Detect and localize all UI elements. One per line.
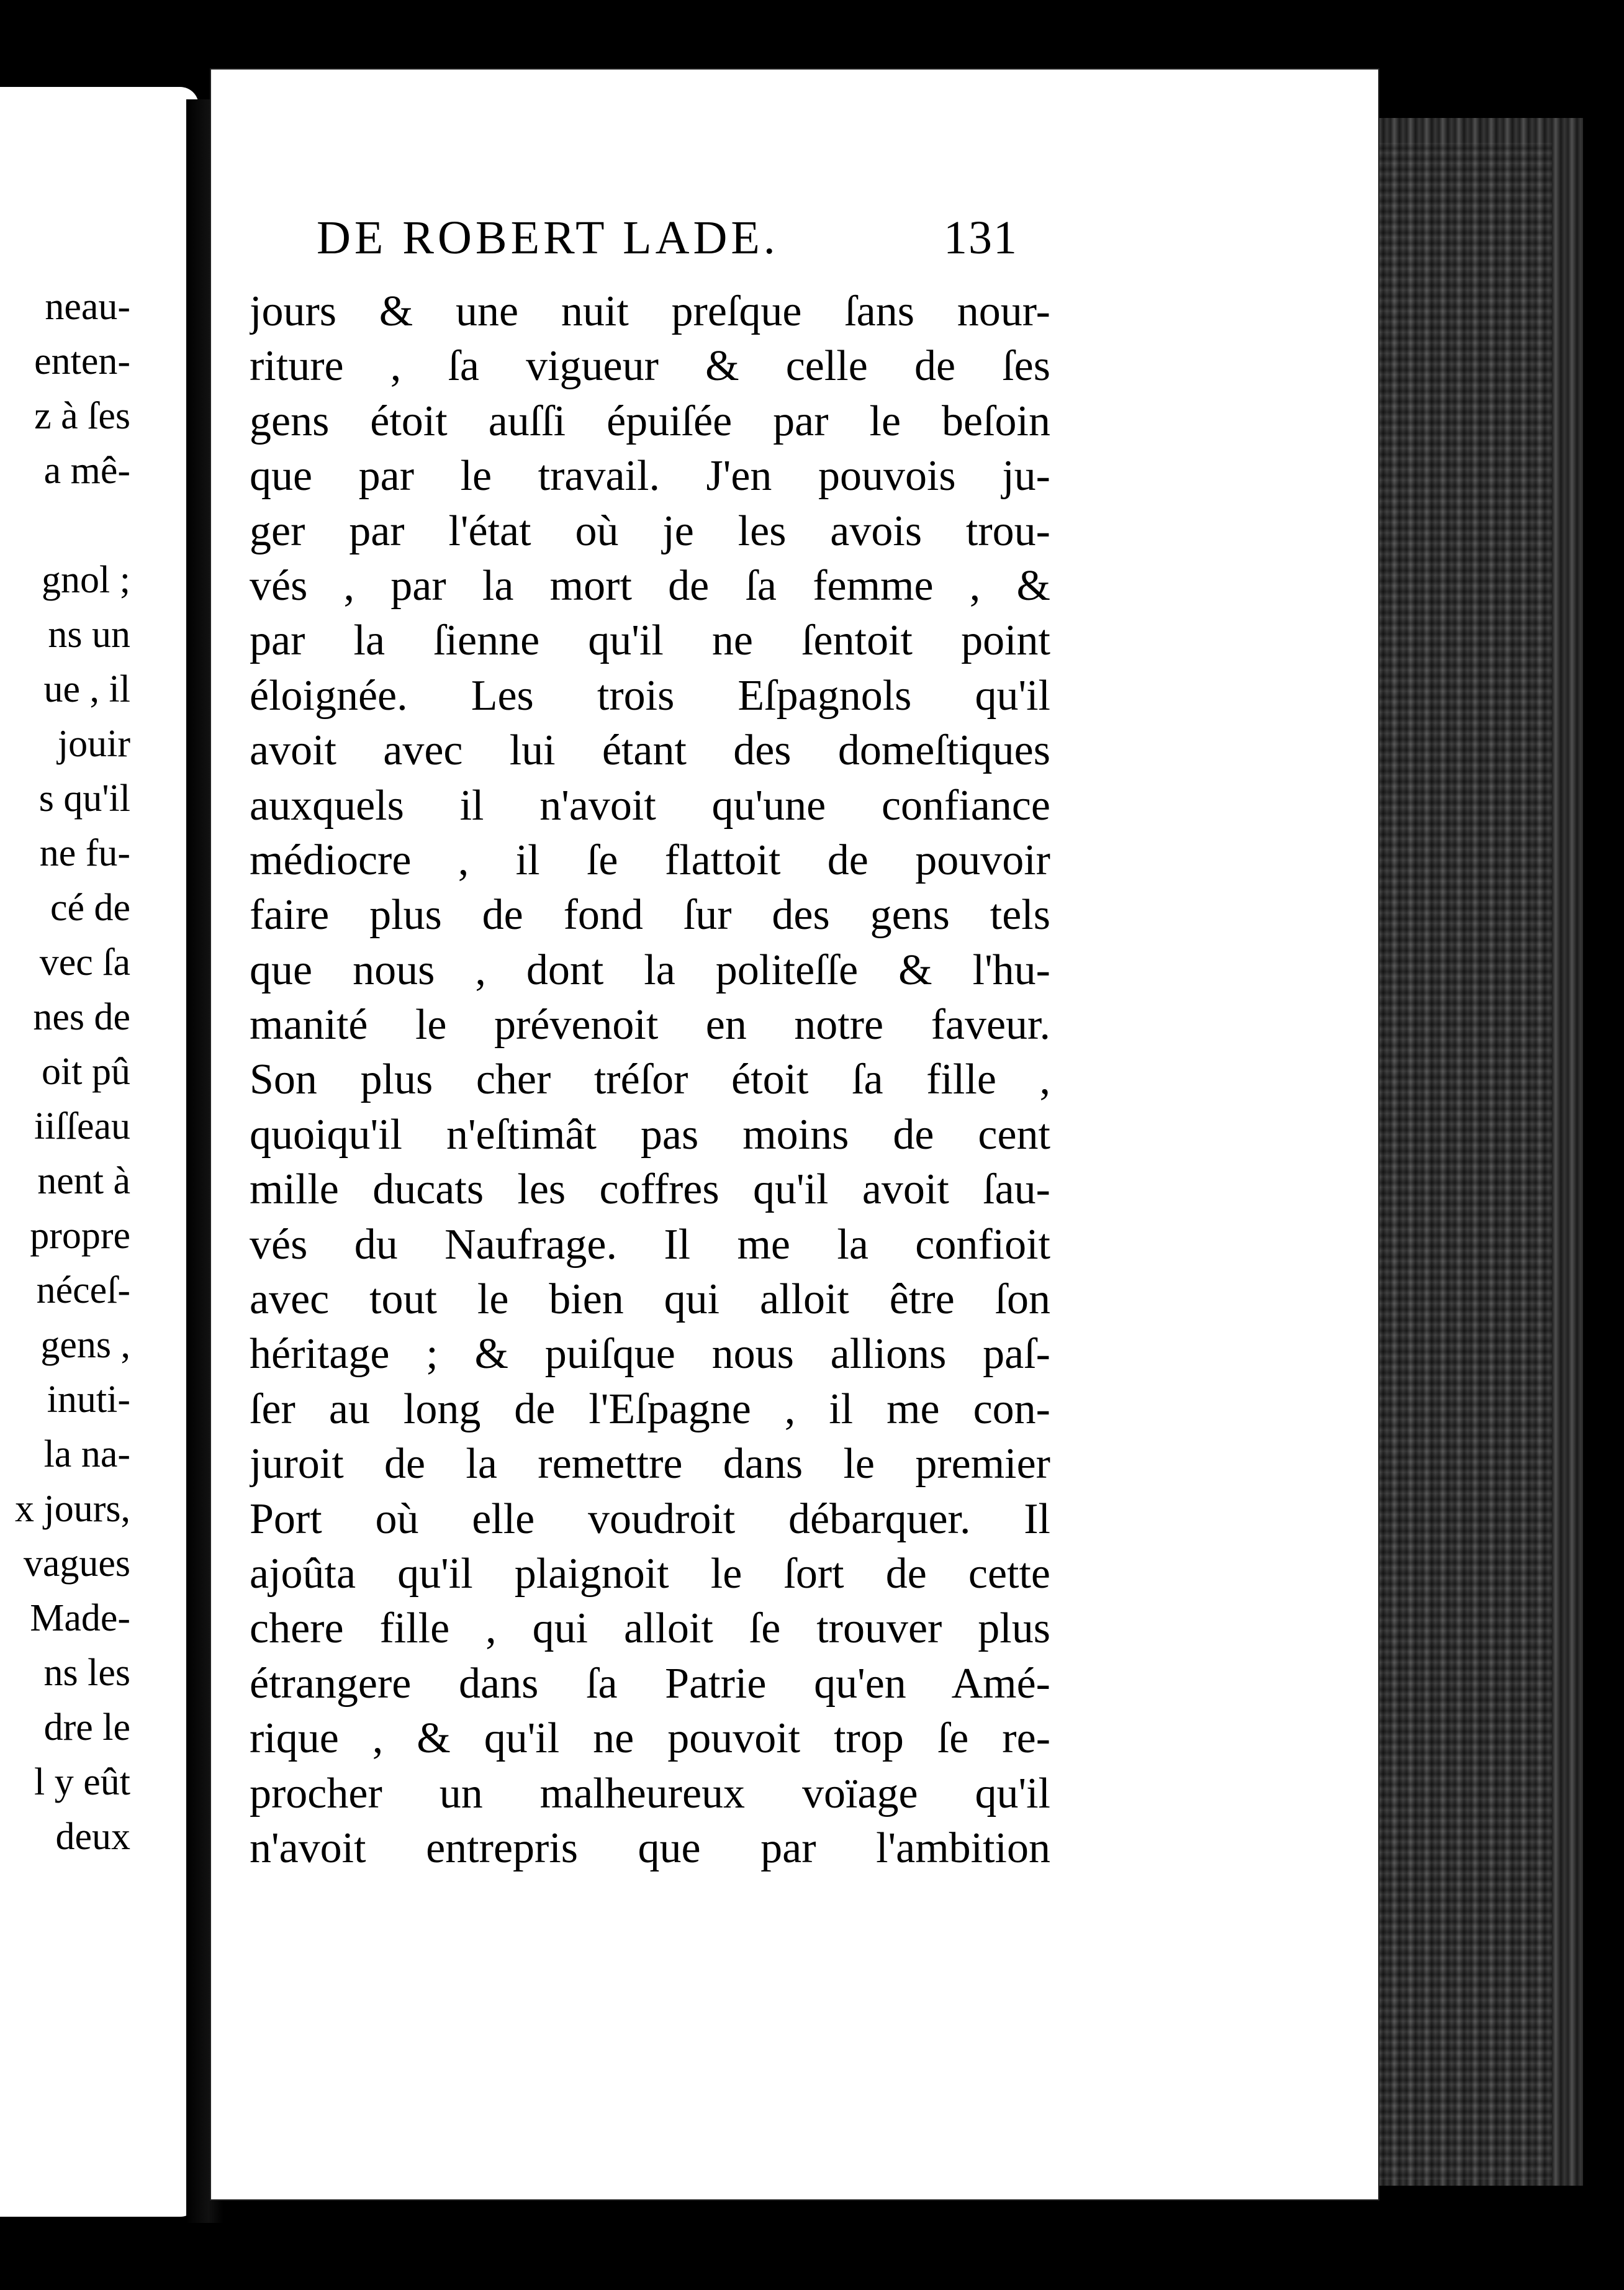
text-line: nent à (37, 1160, 130, 1202)
text-line: étrangere dans ſa Patrie qu'en Amé- (250, 1659, 1050, 1708)
text-line: quoiqu'il n'eſtimât pas moins de cent (250, 1110, 1050, 1159)
text-line: vés du Naufrage. Il me la confioit (250, 1220, 1050, 1269)
text-line: l y eût (34, 1761, 130, 1803)
text-line: iiſſeau (34, 1105, 130, 1147)
text-line: éloignée. Les trois Eſpagnols qu'il (250, 671, 1050, 720)
text-line: s qu'il (38, 777, 130, 820)
text-line: jours & une nuit preſque ſans nour- (250, 287, 1050, 335)
text-line: rique , & qu'il ne pouvoit trop ſe re- (250, 1714, 1050, 1763)
text-line: dre le (43, 1706, 130, 1749)
text-line: chere fille , qui alloit ſe trouver plus (250, 1604, 1050, 1653)
text-line: gnol ; (42, 559, 130, 601)
text-line: manité le prévenoit en notre faveur. (250, 1001, 1050, 1049)
text-line: enten- (34, 340, 130, 382)
text-line: héritage ; & puiſque nous allions paſ- (250, 1330, 1050, 1378)
text-line: Port où elle voudroit débarquer. Il (250, 1495, 1050, 1543)
text-line: que par le travail. J'en pouvois ju- (250, 452, 1050, 500)
page-number: 131 (944, 212, 1018, 264)
page-body-text (250, 284, 1050, 1876)
text-line: auxquels il n'avoit qu'une confiance (250, 781, 1050, 830)
text-line: cé de (50, 887, 130, 929)
left-page (0, 87, 199, 2217)
text-line: inuti- (47, 1378, 130, 1421)
text-line: néceſ- (36, 1269, 130, 1311)
text-line: ns les (43, 1652, 130, 1694)
left-page-text (0, 279, 130, 1864)
text-line: propre (30, 1215, 130, 1257)
text-line: ue , il (43, 668, 130, 710)
text-line: que nous , dont la politeſſe & l'hu- (250, 946, 1050, 994)
text-line: ſer au long de l'Eſpagne , il me con- (250, 1385, 1050, 1433)
text-line: par la ſienne qu'il ne ſentoit point (250, 617, 1050, 665)
text-line: n'avoit entrepris que par l'ambition (250, 1824, 1050, 1872)
text-line: avec tout le bien qui alloit être ſon (250, 1275, 1050, 1324)
text-line: vec ſa (39, 941, 130, 984)
text-line: x jours, (15, 1488, 130, 1530)
text-line: ns un (48, 613, 130, 656)
text-line: nes de (33, 996, 130, 1038)
text-line: mille ducats les coffres qu'il avoit ſau- (250, 1165, 1050, 1214)
running-title: DE ROBERT LADE. (317, 212, 779, 264)
text-line: oit pû (42, 1051, 130, 1093)
text-line: médiocre , il ſe flattoit de pouvoir (250, 836, 1050, 884)
text-line: juroit de la remettre dans le premier (250, 1440, 1050, 1488)
text-line: procher un malheureux voïage qu'il (250, 1769, 1050, 1817)
text-line: vagues (23, 1542, 130, 1585)
text-line: ne fu- (39, 832, 130, 874)
text-line: neau- (45, 286, 130, 328)
text-line: la na- (43, 1433, 130, 1475)
page-edges-texture (1366, 143, 1552, 2179)
text-line: ajoûta qu'il plaignoit le ſort de cette (250, 1549, 1050, 1598)
text-line: vés , par la mort de ſa femme , & (250, 561, 1050, 610)
text-line: Made- (30, 1597, 130, 1639)
text-line: a mê- (43, 450, 130, 492)
text-line: faire plus de fond ſur des gens tels (250, 891, 1050, 939)
text-line: jouir (57, 723, 130, 765)
text-line: Son plus cher tréſor étoit ſa fille , (250, 1056, 1050, 1104)
text-line: deux (55, 1816, 130, 1858)
text-line: gens étoit auſſi épuiſée par le beſoin (250, 397, 1050, 445)
text-line: ger par l'état où je les avois trou- (250, 507, 1050, 555)
text-line: z à ſes (34, 395, 130, 437)
text-line: gens , (40, 1324, 130, 1366)
text-line (0, 498, 130, 553)
text-line: riture , ſa vigueur & celle de ſes (250, 342, 1050, 391)
text-line: avoit avec lui étant des domeſtiques (250, 726, 1050, 775)
running-head (317, 211, 1018, 279)
